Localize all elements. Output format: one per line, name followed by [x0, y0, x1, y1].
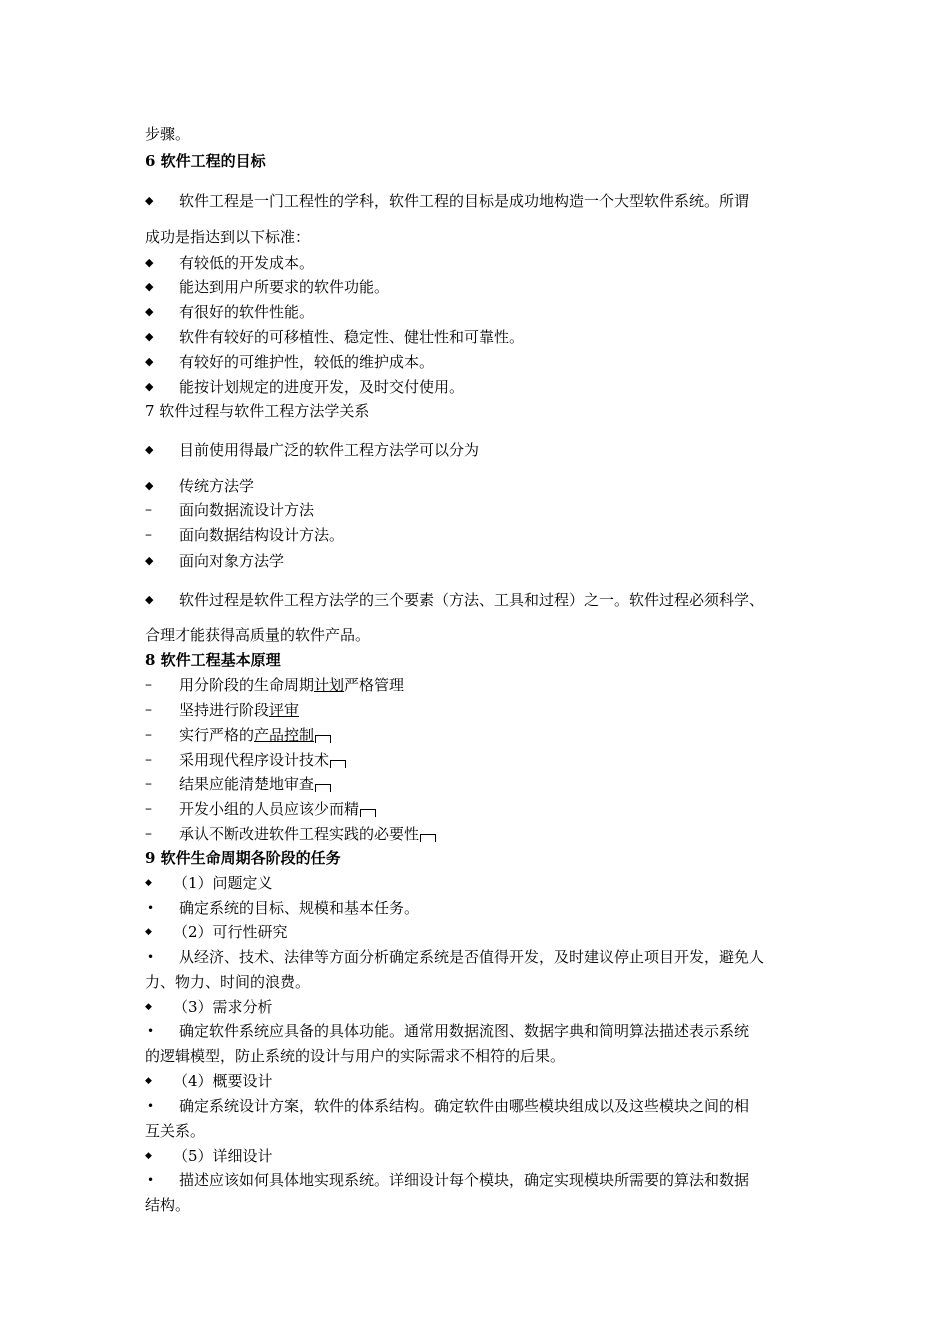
heading-text: 6 软件工程的目标 — [145, 152, 266, 170]
bracket-mark-icon — [315, 784, 331, 792]
stage-title: （4）概要设计 — [173, 1072, 273, 1090]
bullet-text: 软件有较好的可移植性、稳定性、健壮性和可靠性。 — [179, 328, 525, 346]
dash-bullet-icon: – — [145, 776, 152, 792]
bullet-text: 软件过程是软件工程方法学的三个要素（方法、工具和过程）之一。软件过程必须科学、 — [179, 591, 765, 609]
dash-bullet-icon: – — [145, 826, 152, 842]
text-line — [145, 1046, 565, 1066]
stage-desc-text: 确定系统设计方案，软件的体系结构。确定软件由哪些模块组成以及这些模块之间的相 — [179, 1097, 750, 1115]
bullet-text — [179, 799, 376, 819]
dash-bullet-icon: – — [145, 677, 152, 693]
text: 成功是指达到以下标准： — [145, 228, 311, 246]
text: 严格管理 — [344, 676, 405, 694]
bullet-text: 有较好的可维护性，较低的维护成本。 — [179, 353, 435, 371]
text: 开发小组的人员应该少而精 — [179, 800, 360, 818]
text: 的逻辑模型，防止系统的设计与用户的实际需求不相符的后果。 — [145, 1047, 566, 1065]
text-line — [145, 1121, 205, 1141]
small-diamond-bullet-icon: ◆ — [145, 1151, 152, 1161]
bullet-text: 面向数据流设计方法 — [179, 501, 315, 519]
dash-bullet-icon: – — [145, 702, 152, 718]
small-diamond-bullet-icon: ◆ — [145, 1076, 152, 1086]
diamond-bullet-icon: ◆ — [145, 380, 154, 393]
bullet-text — [179, 824, 436, 844]
text: 用分阶段的生命周期 — [179, 676, 315, 694]
diamond-bullet-icon: ◆ — [145, 554, 154, 567]
text-line — [145, 227, 310, 247]
diamond-bullet-icon: ◆ — [145, 280, 154, 293]
bullet-text — [179, 725, 331, 745]
heading-9 — [145, 848, 341, 868]
diamond-bullet-icon: ◆ — [145, 355, 154, 368]
dot-bullet-icon: • — [147, 1173, 155, 1187]
bracket-mark-icon — [360, 809, 376, 817]
diamond-bullet-icon: ◆ — [145, 305, 154, 318]
heading-6 — [145, 151, 266, 171]
dot-bullet-icon: • — [147, 1099, 155, 1113]
text-line — [145, 625, 370, 645]
dot-bullet-icon: • — [147, 1024, 155, 1038]
bracket-mark-icon — [330, 760, 346, 768]
bullet-text — [179, 700, 299, 720]
heading-text: 8 软件工程基本原理 — [145, 651, 281, 669]
underlined-text: 计划 — [314, 676, 345, 694]
text-line — [145, 1195, 190, 1215]
dash-bullet-icon: – — [145, 727, 152, 743]
text: 互关系。 — [145, 1122, 206, 1140]
bullet-text: 有很好的软件性能。 — [179, 303, 315, 321]
stage-desc-text: 描述应该如何具体地实现系统。详细设计每个模块，确定实现模块所需要的算法和数据 — [179, 1171, 750, 1189]
dash-bullet-icon: – — [145, 801, 152, 817]
underlined-text: 产品控制 — [254, 726, 315, 744]
bullet-text — [179, 750, 346, 770]
text: 采用现代程序设计技术 — [179, 751, 330, 769]
bullet-text: 面向对象方法学 — [179, 552, 285, 570]
text: 步骤。 — [145, 125, 191, 143]
dash-bullet-icon: – — [145, 527, 152, 543]
diamond-bullet-icon: ◆ — [145, 479, 154, 492]
text: 坚持进行阶段 — [179, 701, 270, 719]
stage-title: （3）需求分析 — [173, 998, 273, 1016]
stage-title: （2）可行性研究 — [173, 923, 288, 941]
text: 承认不断改进软件工程实践的必要性 — [179, 825, 420, 843]
heading-7 — [145, 401, 369, 421]
small-diamond-bullet-icon: ◆ — [145, 1002, 152, 1012]
text-line — [145, 124, 190, 144]
small-diamond-bullet-icon: ◆ — [145, 927, 152, 937]
bullet-text — [179, 774, 331, 794]
bullet-text: 软件工程是一门工程性的学科，软件工程的目标是成功地构造一个大型软件系统。所谓 — [179, 192, 750, 210]
bracket-mark-icon — [315, 735, 331, 743]
bullet-text — [179, 675, 404, 695]
stage-desc-text: 从经济、技术、法律等方面分析确定系统是否值得开发，及时建议停止项目开发，避免人 — [179, 948, 765, 966]
heading-8 — [145, 650, 281, 670]
dot-bullet-icon: • — [147, 901, 155, 915]
stage-title: （5）详细设计 — [173, 1147, 273, 1165]
dash-bullet-icon: – — [145, 502, 152, 518]
small-diamond-bullet-icon: ◆ — [145, 878, 152, 888]
text-line — [145, 972, 310, 992]
diamond-bullet-icon: ◆ — [145, 593, 154, 606]
bullet-text: 能按计划规定的进度开发，及时交付使用。 — [179, 378, 465, 396]
text: 合理才能获得高质量的软件产品。 — [145, 626, 371, 644]
heading-text: 7 软件过程与软件工程方法学关系 — [145, 402, 370, 420]
text: 结果应能清楚地审查 — [179, 775, 315, 793]
diamond-bullet-icon: ◆ — [145, 194, 154, 207]
bullet-text: 目前使用得最广泛的软件工程方法学可以分为 — [179, 441, 480, 459]
bracket-mark-icon — [420, 834, 436, 842]
text: 实行严格的 — [179, 726, 255, 744]
bullet-text: 能达到用户所要求的软件功能。 — [179, 278, 390, 296]
diamond-bullet-icon: ◆ — [145, 443, 154, 456]
bullet-text: 有较低的开发成本。 — [179, 254, 315, 272]
text: 结构。 — [145, 1196, 191, 1214]
diamond-bullet-icon: ◆ — [145, 330, 154, 343]
stage-desc-text: 确定系统的目标、规模和基本任务。 — [179, 899, 420, 917]
heading-text: 9 软件生命周期各阶段的任务 — [145, 849, 341, 867]
bullet-text: 面向数据结构设计方法。 — [179, 526, 345, 544]
underlined-text: 评审 — [269, 701, 300, 719]
diamond-bullet-icon: ◆ — [145, 256, 154, 269]
bullet-text: 传统方法学 — [179, 477, 255, 495]
stage-desc-text: 确定软件系统应具备的具体功能。通常用数据流图、数据字典和简明算法描述表示系统 — [179, 1022, 750, 1040]
stage-title: （1）问题定义 — [173, 874, 273, 892]
text: 力、物力、时间的浪费。 — [145, 973, 311, 991]
dash-bullet-icon: – — [145, 752, 152, 768]
dot-bullet-icon: • — [147, 950, 155, 964]
